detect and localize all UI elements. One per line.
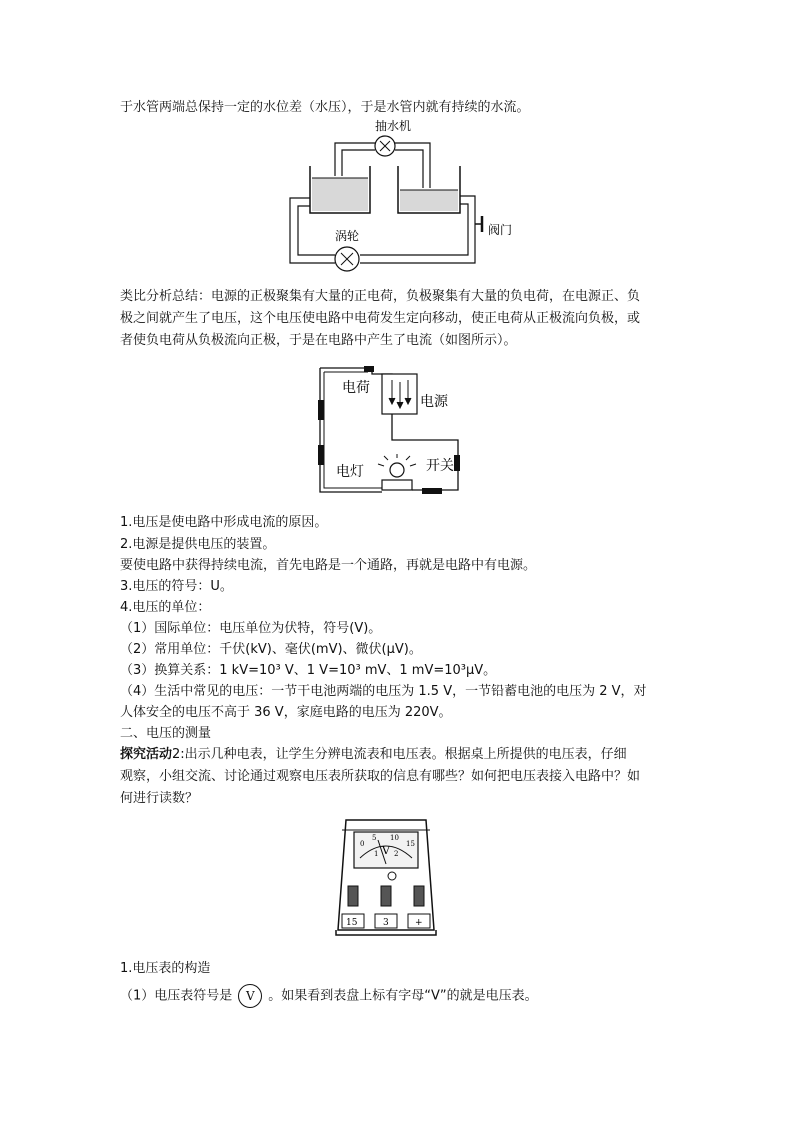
activity-line-2: 观察，小组交流、讨论通过观察电压表所获取的信息有哪些？如何把电压表接入电路中？如 [120, 769, 641, 784]
point-4-4: （4）生活中常见的电压：一节干电池两端的电压为 1.5 V，一节铅蓄电池的电压为 2 V，对 [120, 684, 647, 699]
activity-number: 2: [172, 747, 185, 762]
symbol-suffix: 。如果看到表盘上标有字母“V”的就是电压表。 [268, 988, 538, 1004]
scale-label-0: 0 [360, 840, 365, 848]
summary-line-3: 者使负电荷从负极流向正极，于是在电路中产生了电流（如图所示）。 [120, 333, 517, 348]
circuit-figure [312, 360, 482, 500]
terminal-3: 3 [383, 918, 389, 928]
point-2: 2.电源是提供电压的装置。 [120, 537, 276, 552]
point-1: 1.电压是使电路中形成电流的原因。 [120, 515, 328, 530]
symbol-prefix: （1）电压表符号是 [120, 988, 233, 1004]
point-4: 4.电压的单位： [120, 600, 211, 615]
terminal-15: 15 [346, 918, 358, 928]
valve-label: 阀门 [488, 223, 513, 237]
charge-label: 电荷 [342, 380, 370, 396]
point-4-2: （2）常用单位：千伏(kV)、毫伏(mV)、微伏(μV)。 [120, 642, 422, 657]
summary-line-1: 类比分析总结：电源的正极聚集有大量的正电荷，负极聚集有大量的负电荷，在电源正、负 [120, 289, 641, 304]
section-heading-measurement: 二、电压的测量 [120, 726, 212, 741]
lamp-icon [390, 463, 404, 477]
point-4-4-cont: 人体安全的电压不高于 36 V，家庭电路的电压为 220V。 [120, 705, 452, 720]
voltmeter-figure [326, 810, 446, 940]
scale-label-10: 10 [390, 834, 399, 842]
terminal-plus: + [415, 918, 423, 928]
intro-text: 于水管两端总保持一定的水位差（水压），于是水管内就有持续的水流。 [120, 100, 530, 115]
summary-line-2: 极之间就产生了电压，这个电压使电路中电荷发生定向移动，使正电荷从正极流向负极，或 [120, 311, 641, 326]
point-note: 要使电路中获得持续电流，首先电路是一个通路，再就是电路中有电源。 [120, 558, 537, 573]
activity-text-1: 出示几种电表，让学生分辨电流表和电压表。根据桌上所提供的电压表，仔细 [184, 747, 627, 762]
point-3: 3.电压的符号：U。 [120, 579, 233, 594]
activity-line-1 [120, 744, 627, 765]
lamp-label: 电灯 [336, 464, 364, 480]
scale-label-15: 15 [406, 840, 415, 848]
inner-scale-1: 1 [374, 850, 379, 858]
inner-scale-2: 2 [394, 850, 399, 858]
activity-line-3: 何进行读数？ [120, 791, 199, 806]
activity-title: 探究活动 [120, 747, 173, 762]
turbine-label: 涡轮 [335, 229, 360, 243]
source-label: 电源 [420, 394, 448, 410]
switch-label: 开关 [426, 458, 454, 474]
water-analogy-figure [280, 118, 520, 278]
structure-heading: 1.电压表的构造 [120, 961, 211, 976]
scale-label-5: 5 [372, 834, 377, 842]
symbol-line [120, 984, 538, 1008]
point-4-1: （1）国际单位：电压单位为伏特，符号(V)。 [120, 621, 382, 636]
voltmeter-symbol-icon: V [238, 984, 262, 1008]
point-4-3: （3）换算关系：1 kV=10³ V、1 V=10³ mV、1 mV=10³μV。 [120, 663, 497, 678]
pump-label: 抽水机 [375, 119, 412, 133]
dial-unit: V [382, 844, 390, 857]
